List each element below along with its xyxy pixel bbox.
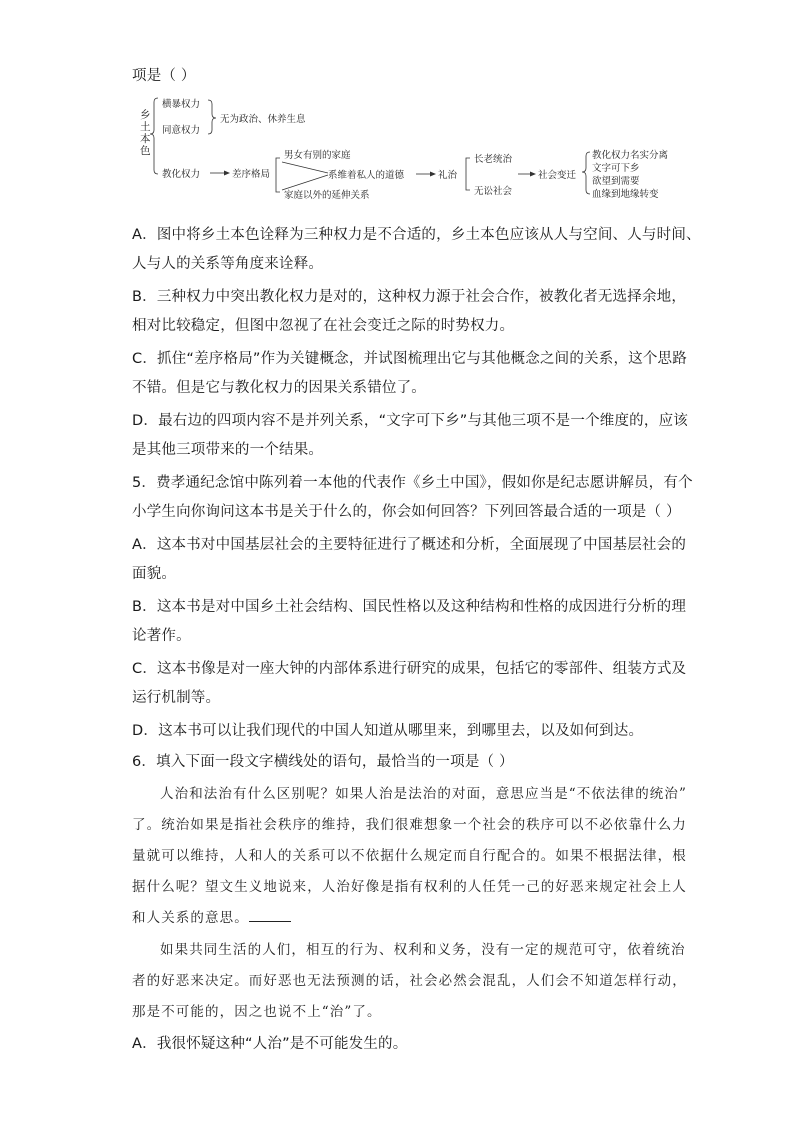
q6-stem: 6．填入下面一段文字横线处的语句，最恰当的一项是（ ） (132, 754, 514, 770)
diagram-power-1: 横暴权力 (162, 99, 201, 110)
q5-stem-line-2: 小学生向你询问这本书是关于什么的，你会如何回答？下列回答最合适的一项是（ ） (132, 504, 681, 520)
diagram-powers-result: 无为政治、休养生息 (220, 114, 306, 125)
diagram-family-1: 男女有别的家庭 (284, 150, 351, 161)
concept-diagram (140, 92, 700, 204)
q5-stem-line-1: 5．费孝通纪念馆中陈列着一本他的代表作《乡土中国》，假如你是纪志愿讲解员，有个 (132, 475, 693, 491)
passage1-line-5: 和人关系的意思。 (132, 910, 249, 926)
diagram-root-char-4: 色 (140, 145, 151, 157)
q4-option-c-line-1: C．抓住“差序格局”作为关键概念，并试图梳理出它与其他概念之间的关系，这个思路 (132, 351, 687, 367)
q4-option-c-line-2: 不错。但是它与教化权力的因果关系错位了。 (132, 380, 426, 396)
results-brace (582, 152, 590, 194)
diagram-elder: 长老统治 (474, 154, 513, 165)
passage2-line-2: 者的好恶来决定。而好恶也无法预测的话，社会必然会混乱，人们会不知道怎样行动， (132, 973, 687, 989)
q5-option-a-line-1: A．这本书对中国基层社会的主要特征进行了概述和分析，全面展现了中国基层社会的 (132, 537, 687, 553)
diagram-root-char-1: 乡 (140, 109, 151, 121)
arrow-head-2 (430, 172, 436, 177)
passage1-line-4: 据什么呢？望文生义地说来，人治好像是指有权利的人任凭一己的好恶来规定社会上人 (132, 879, 687, 895)
q4-option-d-line-2: 是其他三项带来的一个结果。 (132, 442, 324, 458)
answer-blank (249, 909, 291, 922)
diagram-result-1: 教化权力名实分离 (592, 150, 669, 161)
q5-option-b-line-2: 论著作。 (132, 628, 191, 644)
q6-option-a: A．我很怀疑这种“人治”是不可能发生的。 (132, 1036, 408, 1052)
q5-option-a-line-2: 面貌。 (132, 566, 177, 582)
q4-option-a-line-2: 人与人的关系等角度来诠释。 (132, 256, 324, 272)
passage1-line-1: 人治和法治有什么区别呢？如果人治是法治的对面，意思应当是“不依法律的统治” (160, 786, 688, 802)
diagram-result-3: 欲望到需要 (592, 176, 640, 187)
diagram-result-2: 文字可下乡 (592, 163, 640, 174)
q5-option-c-line-2: 运行机制等。 (132, 690, 221, 706)
arrow-head-3 (530, 172, 536, 177)
diagram-moral: 系维着私人的道德 (328, 170, 405, 181)
q4-option-b-line-2: 相对比较稳定，但图中忽视了在社会变迁之际的时势权力。 (132, 318, 515, 334)
q5-option-d-line-1: D．这本书可以让我们现代的中国人知道从哪里来，到哪里去，以及如何到达。 (132, 723, 644, 739)
family-bracket (276, 158, 280, 192)
q5-option-b-line-1: B．这本书是对中国乡土社会结构、国民性格以及这种结构和性格的成因进行分析的理 (132, 599, 687, 615)
converge-line-bottom (282, 175, 328, 190)
arrow-head-1 (224, 171, 230, 176)
diagram-family-2: 家庭以外的延伸关系 (284, 190, 370, 201)
diagram-rite: 礼治 (438, 170, 458, 181)
q4-option-d-line-1: D．最右边的四项内容不是并列关系，“文字可下乡”与其他三项不是一个维度的，应该 (132, 413, 688, 429)
diagram-nolitigation: 无讼社会 (474, 186, 513, 197)
diagram-root-char-2: 土 (140, 121, 151, 133)
passage1-line-3: 量就可以维持，人和人的关系可以不依据什么规定而自行配合的。如果不根据法律，根 (132, 848, 687, 864)
passage2-line-1: 如果共同生活的人们，相互的行为、权利和义务，没有一定的规范可守，依着统治 (160, 942, 686, 958)
diagram-change: 社会变迁 (538, 170, 577, 181)
powers-brace (208, 100, 216, 134)
question-intro-line: 项是（ ） (132, 68, 196, 84)
q4-option-a-line-1: A．图中将乡土本色诠释为三种权力是不合适的，乡土本色应该从人与空间、人与时间、 (132, 227, 701, 243)
passage2-line-3: 那是不可能的，因之也说不上“治”了。 (132, 1004, 382, 1020)
diagram-pattern: 差序格局 (232, 169, 271, 180)
diagram-result-4: 血缘到地缘转变 (592, 189, 659, 200)
passage1-line-5-wrap (132, 908, 291, 928)
diagram-power-2: 同意权力 (162, 125, 201, 136)
q4-option-b-line-1: B．三种权力中突出教化权力是对的，这种权力源于社会合作，被教化者无选择余地， (132, 289, 687, 305)
diagram-power-3: 教化权力 (162, 169, 201, 180)
root-brace (150, 98, 158, 174)
q5-option-c-line-1: C．这本书像是对一座大钟的内部体系进行研究的成果，包括它的零部件、组装方式及 (132, 661, 687, 677)
converge-line-top (282, 162, 328, 173)
diagram-root-char-3: 本 (140, 133, 151, 145)
rite-bracket (466, 158, 470, 190)
passage1-line-2: 了。统治如果是指社会秩序的维持，我们很难想象一个社会的秩序可以不必依靠什么力 (132, 817, 687, 833)
